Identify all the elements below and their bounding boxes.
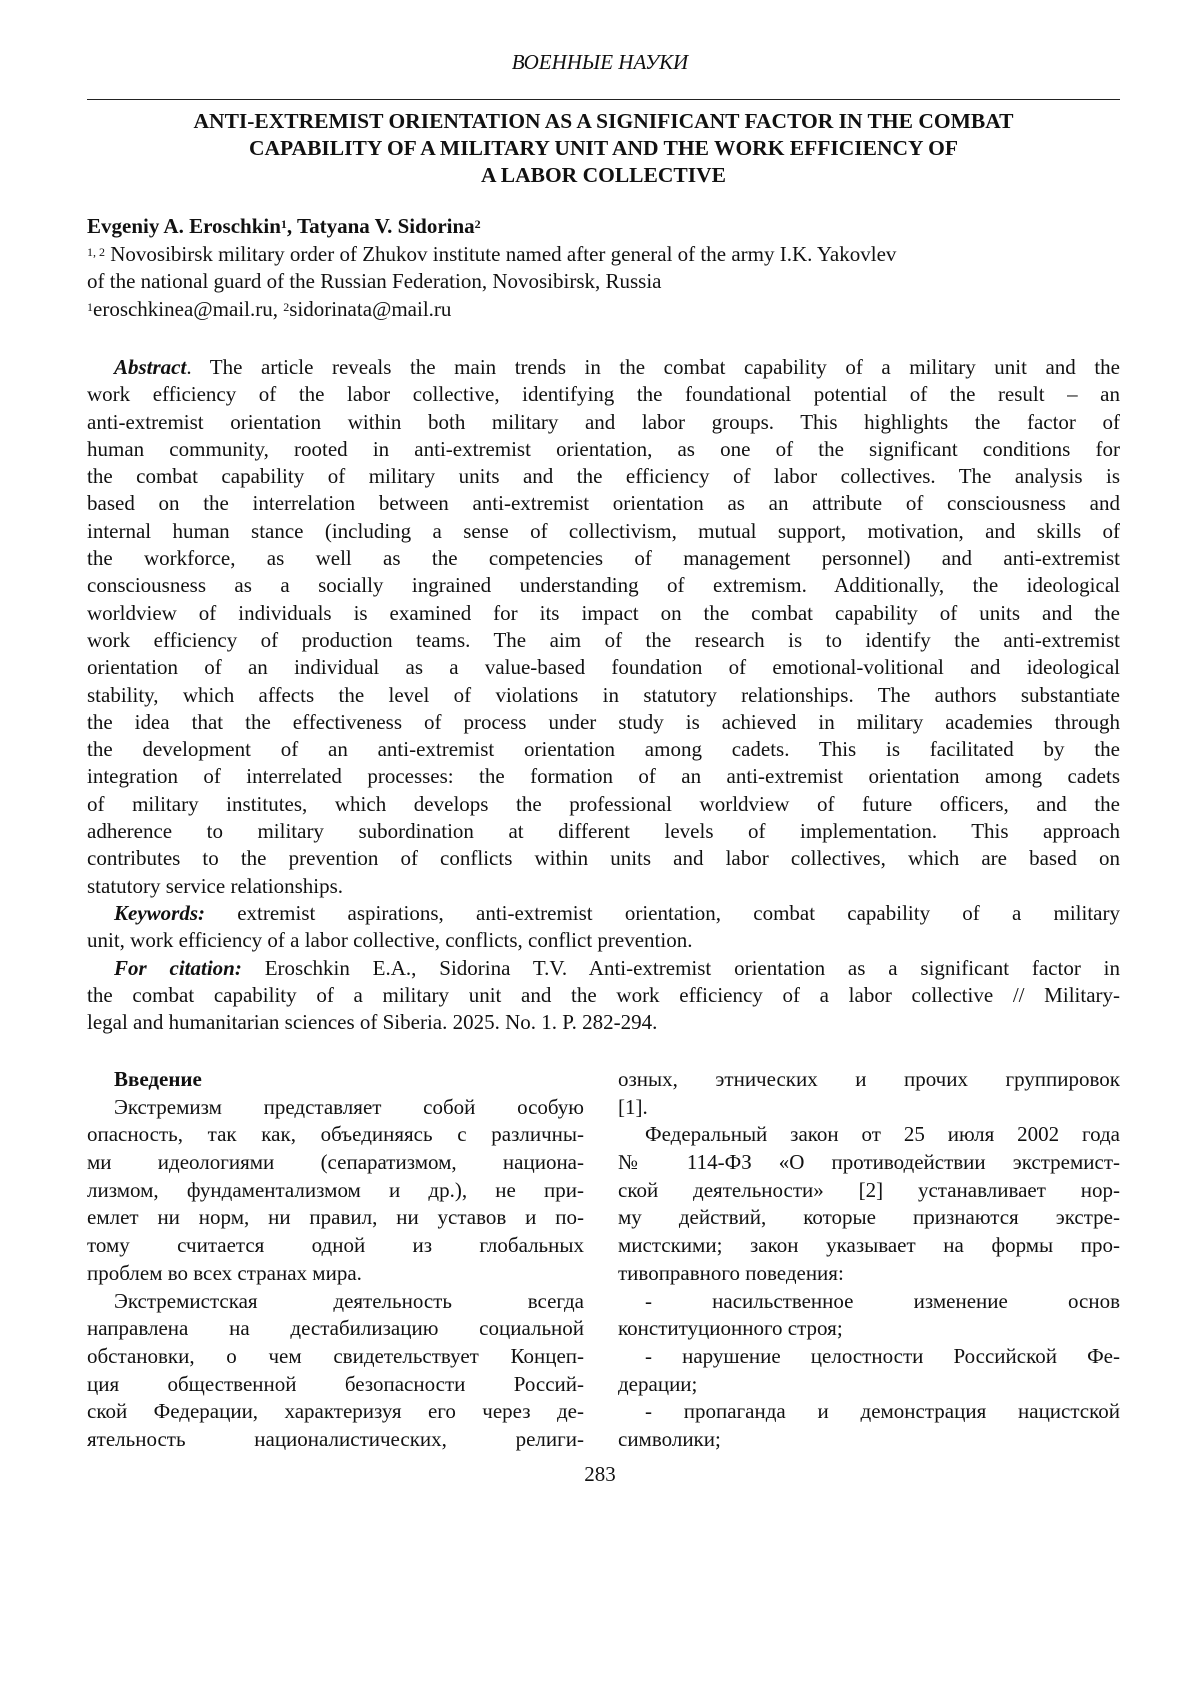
email-mark: 1 xyxy=(87,300,93,314)
text-line: мистскими; закон указывает на формы про- xyxy=(618,1232,1120,1260)
article-title xyxy=(87,108,1120,189)
author-affiliation-mark: 2 xyxy=(475,217,481,231)
text-line: ской деятельности» [2] устанавливает нор- xyxy=(618,1177,1120,1205)
line-text: unit, work efficiency of a labor collective, conflicts, conflict prevention. xyxy=(87,928,692,952)
text-line: проблем во всех странах мира. xyxy=(87,1260,584,1288)
text-line: ской Федерации, характеризуя его через де- xyxy=(87,1398,584,1426)
text-line xyxy=(87,955,1120,982)
paragraph-lead: Abstract xyxy=(114,355,186,379)
text-line xyxy=(87,381,1120,408)
email-link[interactable]: eroschkinea@mail.ru xyxy=(93,297,273,321)
header-divider xyxy=(87,99,1120,100)
email-mark: 2 xyxy=(283,300,289,314)
line-text: legal and humanitarian sciences of Siberia. 2025. No. 1. P. 282-294. xyxy=(87,1010,657,1034)
text-line xyxy=(87,818,1120,845)
text-line xyxy=(87,736,1120,763)
line-text: stability, which affects the level of violations in statutory relationships. The authors substantiate xyxy=(87,683,1120,707)
line-text: the combat capability of a military unit and the work efficiency of a labor collective // Military- xyxy=(87,983,1120,1007)
line-text: based on the interrelation between anti-extremist orientation as an attribute of consciousness and xyxy=(87,491,1120,515)
text-line: ми идеологиями (сепаратизмом, национа- xyxy=(87,1149,584,1177)
affiliation-text: Novosibirsk military order of Zhukov institute named after general of the army I.K. Yakovlev xyxy=(105,242,896,266)
email-separator: , xyxy=(273,297,284,321)
text-line xyxy=(87,572,1120,599)
line-text: the workforce, as well as the competencies of management personnel) and anti-extremist xyxy=(87,546,1120,570)
text-line xyxy=(87,518,1120,545)
line-text: the idea that the effectiveness of process under study is achieved in military academies through xyxy=(87,710,1120,734)
text-line xyxy=(87,763,1120,790)
text-line: обстановки, о чем свидетельствует Концеп- xyxy=(87,1343,584,1371)
abstract-section xyxy=(87,354,1120,1036)
text-line xyxy=(87,927,1120,954)
line-text: anti-extremist orientation within both military and labor groups. This highlights the factor of xyxy=(87,410,1120,434)
text-line: № 114-ФЗ «О противодействии экстремист- xyxy=(618,1149,1120,1177)
text-line xyxy=(87,490,1120,517)
text-line: - пропаганда и демонстрация нацистской xyxy=(618,1398,1120,1426)
text-line xyxy=(87,600,1120,627)
line-text: the development of an anti-extremist orientation among cadets. This is facilitated by the xyxy=(87,737,1120,761)
line-text: worldview of individuals is examined for its impact on the combat capability of units and the xyxy=(87,601,1120,625)
text-line: тивоправного поведения: xyxy=(618,1260,1120,1288)
line-text: Eroschkin E.A., Sidorina T.V. Anti-extremist orientation as a significant factor in xyxy=(242,956,1120,980)
right-column xyxy=(618,1066,1120,1454)
text-line xyxy=(87,682,1120,709)
text-line xyxy=(87,873,1120,900)
line-text: extremist aspirations, anti-extremist orientation, combat capability of a military xyxy=(205,901,1120,925)
author-separator: , xyxy=(287,214,297,238)
affiliation-cont: of the national guard of the Russian Federation, Novosibirsk, Russia xyxy=(87,268,1120,296)
line-text: work efficiency of the labor collective, identifying the foundational potential of the result – an xyxy=(87,382,1120,406)
title-line: ANTI-EXTREMIST ORIENTATION AS A SIGNIFICANT FACTOR IN THE COMBAT xyxy=(87,108,1120,135)
text-line xyxy=(87,354,1120,381)
text-line: опасность, так как, объединяясь с различны- xyxy=(87,1121,584,1149)
text-line: емлет ни норм, ни правил, ни уставов и по- xyxy=(87,1204,584,1232)
text-line: ция общественной безопасности Россий- xyxy=(87,1371,584,1399)
text-line: - насильственное изменение основ xyxy=(618,1288,1120,1316)
line-text: work efficiency of production teams. The aim of the research is to identify the anti-extremist xyxy=(87,628,1120,652)
text-line xyxy=(87,709,1120,736)
text-line: [1]. xyxy=(618,1094,1120,1122)
text-line xyxy=(87,627,1120,654)
paragraph-lead: For citation: xyxy=(114,956,242,980)
line-text: human community, rooted in anti-extremist orientation, as one of the significant conditions for xyxy=(87,437,1120,461)
text-line: Экстремистская деятельность всегда xyxy=(87,1288,584,1316)
text-line xyxy=(87,545,1120,572)
text-line: Экстремизм представляет собой особую xyxy=(87,1094,584,1122)
text-line xyxy=(87,982,1120,1009)
line-text: of military institutes, which develops the professional worldview of future officers, and the xyxy=(87,792,1120,816)
running-head: ВОЕННЫЕ НАУКИ xyxy=(0,50,1200,75)
left-column xyxy=(87,1066,584,1454)
affiliation-mark: 1, 2 xyxy=(87,245,105,259)
text-line: озных, этнических и прочих группировок xyxy=(618,1066,1120,1094)
emails xyxy=(87,296,1120,324)
text-line xyxy=(87,436,1120,463)
email-link[interactable]: sidorinata@mail.ru xyxy=(289,297,451,321)
article-meta xyxy=(87,213,1120,323)
line-text: internal human stance (including a sense of collectivism, mutual support, motivation, and skills of xyxy=(87,519,1120,543)
text-line: дерации; xyxy=(618,1371,1120,1399)
text-line: ятельность националистических, религи- xyxy=(87,1426,584,1454)
text-line xyxy=(87,845,1120,872)
title-line: CAPABILITY OF A MILITARY UNIT AND THE WORK EFFICIENCY OF xyxy=(87,135,1120,162)
line-text: contributes to the prevention of conflicts within units and labor collectives, which are based on xyxy=(87,846,1120,870)
line-text: consciousness as a socially ingrained understanding of extremism. Additionally, the ideological xyxy=(87,573,1120,597)
text-line xyxy=(87,791,1120,818)
text-line xyxy=(87,463,1120,490)
paragraph-lead: Keywords: xyxy=(114,901,205,925)
text-line xyxy=(87,654,1120,681)
text-line xyxy=(87,409,1120,436)
text-line xyxy=(87,900,1120,927)
section-heading: Введение xyxy=(87,1066,584,1094)
line-text: adherence to military subordination at different levels of implementation. This approach xyxy=(87,819,1120,843)
line-text: the combat capability of military units and the efficiency of labor collectives. The analysis is xyxy=(87,464,1120,488)
author-affiliation-mark: 1 xyxy=(281,217,287,231)
line-text: integration of interrelated processes: the formation of an anti-extremist orientation among cadets xyxy=(87,764,1120,788)
text-line: символики; xyxy=(618,1426,1120,1454)
text-line: тому считается одной из глобальных xyxy=(87,1232,584,1260)
text-line: Федеральный закон от 25 июля 2002 года xyxy=(618,1121,1120,1149)
authors xyxy=(87,213,1120,241)
line-text: statutory service relationships. xyxy=(87,874,343,898)
affiliation xyxy=(87,241,1120,269)
text-line: конституционного строя; xyxy=(618,1315,1120,1343)
line-text: orientation of an individual as a value-based foundation of emotional-volitional and ideological xyxy=(87,655,1120,679)
text-line: лизмом, фундаментализмом и др.), не при- xyxy=(87,1177,584,1205)
title-line: A LABOR COLLECTIVE xyxy=(87,162,1120,189)
page-number: 283 xyxy=(0,1462,1200,1487)
text-line: му действий, которые признаются экстре- xyxy=(618,1204,1120,1232)
author-name: Tatyana V. Sidorina xyxy=(297,214,475,238)
text-line: направлена на дестабилизацию социальной xyxy=(87,1315,584,1343)
text-line: - нарушение целостности Российской Фе- xyxy=(618,1343,1120,1371)
line-text: . The article reveals the main trends in the combat capability of a military unit and the xyxy=(186,355,1120,379)
author-name: Evgeniy A. Eroschkin xyxy=(87,214,281,238)
text-line xyxy=(87,1009,1120,1036)
